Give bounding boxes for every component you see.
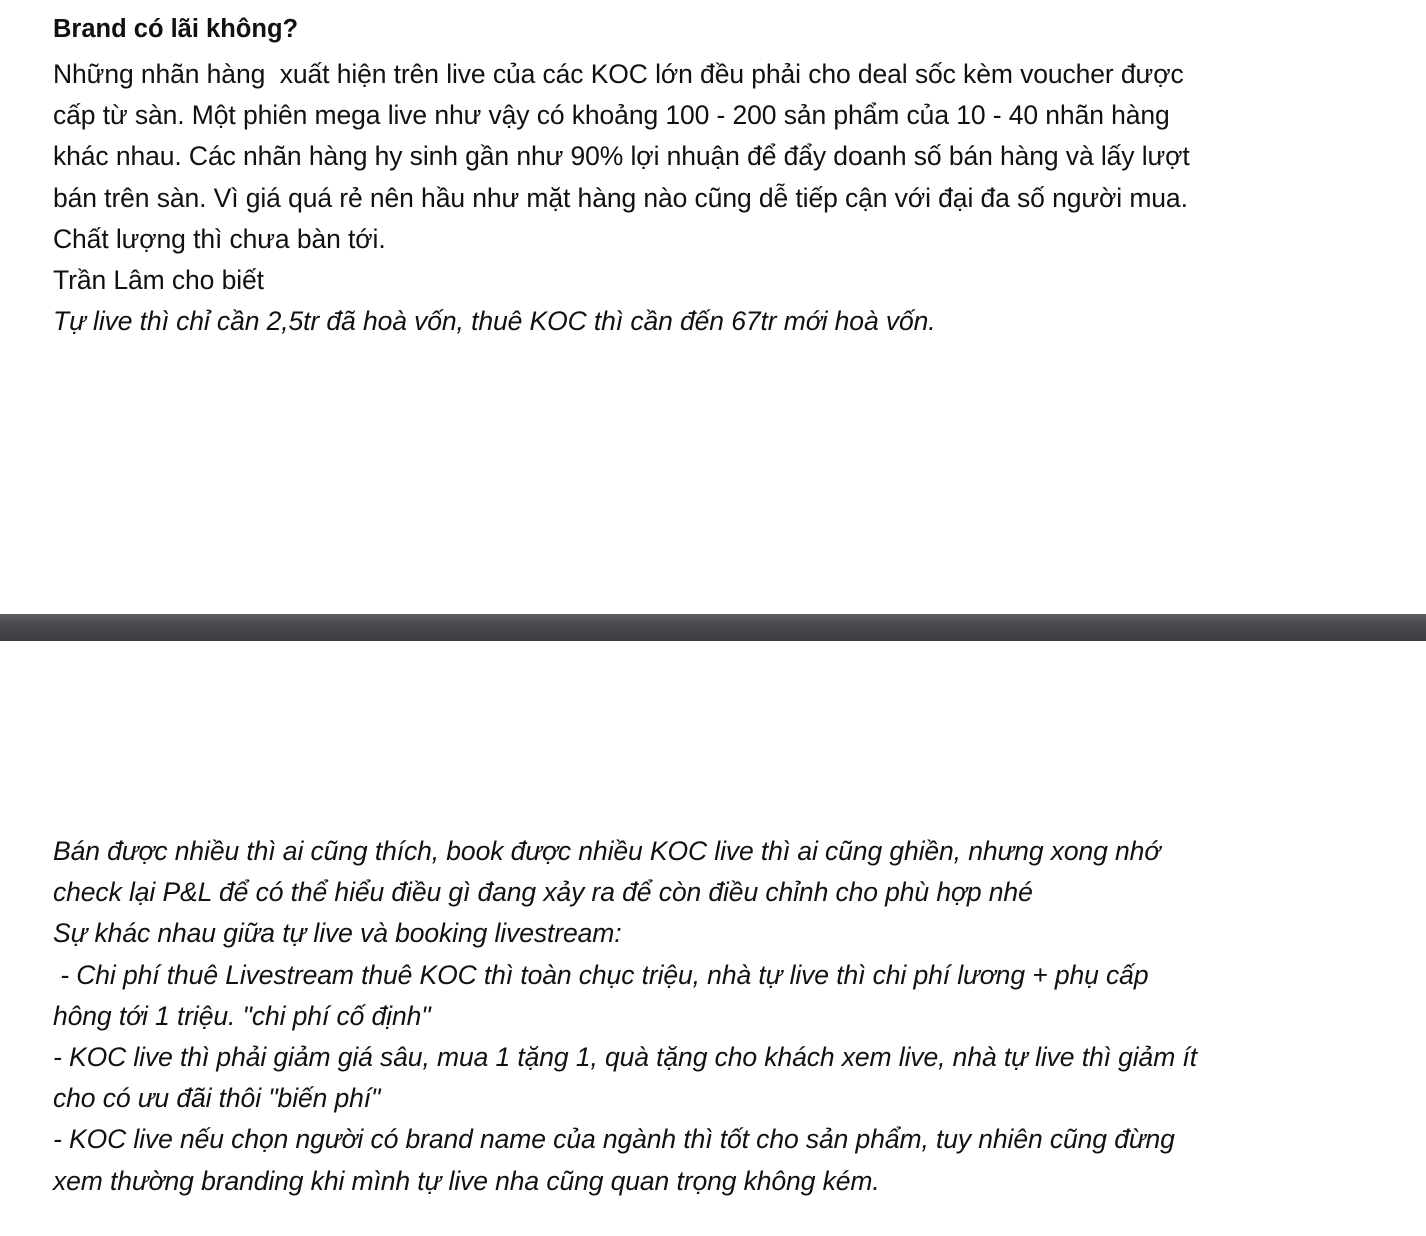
paragraph-line: Chất lượng thì chưa bàn tới. [53, 223, 386, 254]
paragraph-line: bán trên sàn. Vì giá quá rẻ nên hầu như mặt hàng nào cũng dễ tiếp cận với đại đa số người mua. [53, 182, 1188, 213]
paragraph-line: Sự khác nhau giữa tự live và booking livestream: [53, 918, 622, 949]
article-section-bottom [53, 831, 1353, 1202]
list-item-continuation: xem thường branding khi mình tự live nha cũng quan trọng không kém. [53, 1165, 880, 1196]
paragraph-line: check lại P&L để có thể hiểu điều gì đang xảy ra để còn điều chỉnh cho phù hợp nhé [53, 877, 1033, 908]
paragraph-line: cấp từ sàn. Một phiên mega live như vậy có khoảng 100 - 200 sản phẩm của 10 - 40 nhãn hàng [53, 100, 1170, 131]
list-item-continuation: hông tới 1 triệu. "chi phí cố định" [53, 1000, 431, 1031]
quote: Tự live thì chỉ cần 2,5tr đã hoà vốn, thuê KOC thì cần đến 67tr mới hoà vốn. [53, 306, 936, 337]
section-heading: Brand có lãi không? [53, 15, 299, 43]
paragraph-line: Những nhãn hàng xuất hiện trên live của các KOC lớn đều phải cho deal sốc kèm voucher được [53, 59, 1184, 89]
paragraph-line: khác nhau. Các nhãn hàng hy sinh gần như 90% lợi nhuận để đẩy doanh số bán hàng và lấy lượt [53, 141, 1190, 172]
list-item: - KOC live thì phải giảm giá sâu, mua 1 tặng 1, quà tặng cho khách xem live, nhà tự live thì giảm ít [53, 1041, 1197, 1072]
paragraph [53, 54, 1353, 260]
list-item: - KOC live nếu chọn người có brand name của ngành thì tốt cho sản phẩm, tuy nhiên cũng đừng [53, 1124, 1175, 1155]
article-section-top [53, 12, 1353, 342]
section-divider [0, 614, 1426, 641]
attribution: Trần Lâm cho biết [53, 264, 264, 295]
list-item: - Chi phí thuê Livestream thuê KOC thì toàn chục triệu, nhà tự live thì chi phí lương + phụ cấp [53, 959, 1149, 990]
paragraph-line: Bán được nhiều thì ai cũng thích, book được nhiều KOC live thì ai cũng ghiền, nhưng xong nhớ [53, 836, 1161, 866]
list-item-continuation: cho có ưu đãi thôi "biến phí" [53, 1083, 381, 1114]
